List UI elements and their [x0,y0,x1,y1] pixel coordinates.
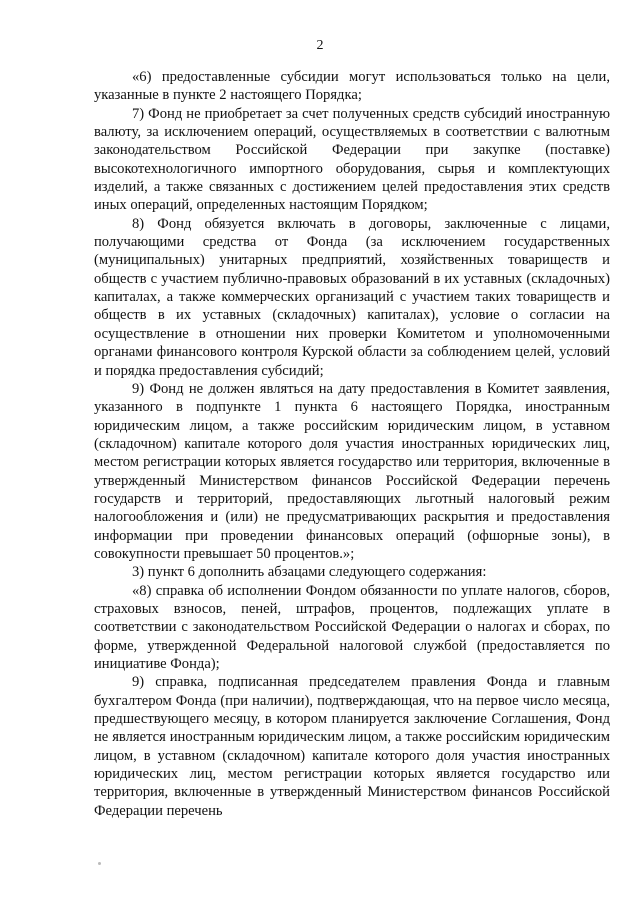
scan-mark [98,862,101,865]
paragraph-point-6-amendment: 3) пункт 6 дополнить абзацами следующего содержания: [132,564,487,581]
paragraph-currency-restriction: 7) Фонд не приобретает за счет полученных средств субсидий иностранную валюту, за исключением операций, осуществляемых в соответствии с валютным законодательством Российской Федерации при закупке (поставке) высокотехнологичного импортного оборудования, сырья и комплектующих изделий, а также связанных с достижением целей предоставления этих средств иных операций, определенных настоящим Порядком; [94,105,610,214]
paragraph-signed-certificate: 9) справка, подписанная председателем правления Фонда и главным бухгалтером Фонда (при наличии), подтверждающая, что на первое число месяца, предшествующего месяцу, в котором планируется заключение Соглашения, Фонд не является иностранным юридическим лицом, а также российским юридическим лицом, в уставном (складочном) капитале которого доля участия иностранных юридических лиц, местом регистрации которых является государство или территория, включенные в утвержденный Министерством финансов Российской Федерации перечень [94,674,610,819]
paragraph-contract-conditions: 8) Фонд обязуется включать в договоры, заключенные с лицами, получающими средства от Фонда (за исключением государственных (муниципальных) унитарных предприятий, хозяйственных товариществ и обществ с участием публично-правовых образований в их уставных (складочных) капиталах, а также коммерческих организаций с участием таких товариществ и обществ в их уставных (складочных) капиталах), условие о согласии на осуществление в отношении них проверки Комитетом и уполномоченными органами финансового контроля Курской области за соблюдением целей, условий и порядка предоставления субсидий; [94,215,610,379]
paragraph-tax-certificate: «8) справка об исполнении Фондом обязанности по уплате налогов, сборов, страховых взносов, пеней, штрафов, процентов, подлежащих уплате в соответствии с законодательством Российской Федерации о налогах и сборах, по форме, утвержденной Федеральной налоговой службой (предоставляется по инициативе Фонда); [94,582,610,672]
paragraph-subsidy-purpose: «6) предоставленные субсидии могут использоваться только на цели, указанные в пункте 2 настоящего Порядка; [94,69,610,104]
paragraph-foreign-entity-restriction: 9) Фонд не должен являться на дату предоставления в Комитет заявления, указанного в подпункте 1 пункта 6 настоящего Порядка, иностранным юридическим лицом, а также российским юридическим лицом, в уставном (складочном) капитале которого доля участия иностранных юридических лиц, местом регистрации которых является государство или территория, включенные в утвержденный Министерством финансов Российской Федерации перечень государств и территорий, предоставляющих льготный налоговый режим налогообложения и (или) не предусматривающих раскрытия и предоставления информации при проведении финансовых операций (офшорные зоны), в совокупности превышает 50 процентов.»; [94,380,610,562]
document-body [94,68,610,820]
page-number: 2 [316,38,324,53]
